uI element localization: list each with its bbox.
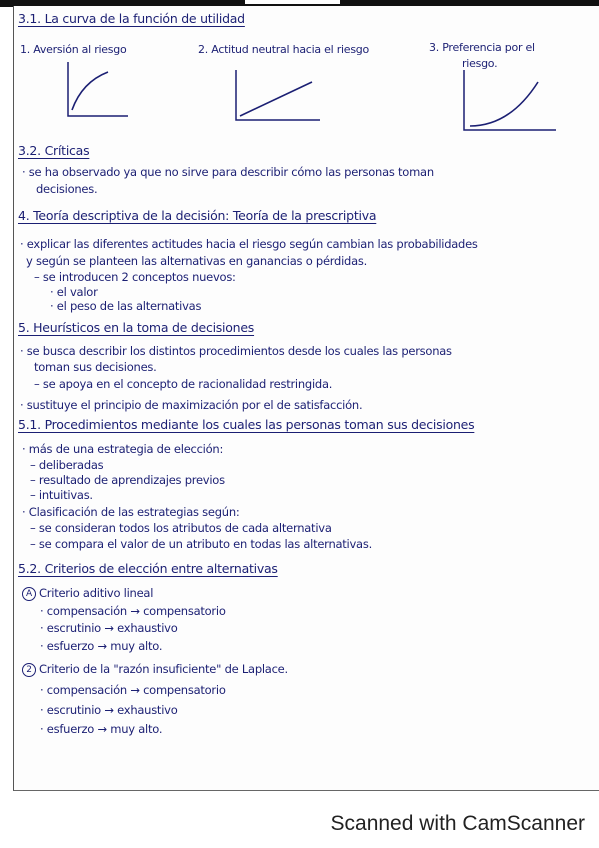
s51-line-1: · más de una estrategia de elección: (22, 442, 224, 456)
criterion-1-title (22, 586, 153, 601)
criterion-1-line-3: · esfuerzo → muy alto. (40, 639, 163, 653)
top-band-gap (245, 0, 340, 4)
criterion-1-number: A (22, 587, 36, 601)
criterion-2-line-3: · esfuerzo → muy alto. (40, 722, 163, 736)
criterion-1-title-text: Criterio aditivo lineal (39, 586, 154, 600)
heading-5-1: 5.1. Procedimientos mediante los cuales las personas toman sus decisiones (18, 417, 475, 432)
concave-utility-graph (62, 60, 132, 122)
s5-line-1: · se busca describir los distintos procedimientos desde los cuales las personas (20, 344, 452, 358)
criterion-1-line-2: · escrutinio → exhaustivo (40, 621, 178, 635)
convex-utility-graph (460, 68, 560, 136)
criticas-line-2: decisiones. (36, 182, 98, 196)
graph-label-preference: 3. Preferencia por el (429, 41, 535, 54)
s4-line-1: · explicar las diferentes actitudes hacia el riesgo según cambian las probabilidades (20, 237, 478, 251)
criterion-2-title (22, 662, 288, 677)
criterion-2-line-1: · compensación → compensatorio (40, 683, 226, 697)
s51-line-5: · Clasificación de las estrategias según: (22, 505, 240, 519)
s5-line-3: – se apoya en el concepto de racionalidad restringida. (34, 377, 333, 391)
graph-label-neutral: 2. Actitud neutral hacia el riesgo (198, 43, 370, 56)
scanner-watermark-caption: Scanned with CamScanner (330, 812, 585, 835)
criterion-2-title-text: Criterio de la "razón insuficiente" de Laplace. (39, 662, 288, 676)
criterion-2-line-2: · escrutinio → exhaustivo (40, 703, 178, 717)
s51-line-4: – intuitivas. (30, 488, 93, 502)
s5-line-2: toman sus decisiones. (34, 360, 157, 374)
s51-line-7: – se compara el valor de un atributo en todas las alternativas. (30, 537, 372, 551)
s51-line-2: – deliberadas (30, 458, 104, 472)
heading-5-2: 5.2. Criterios de elección entre alternativas (18, 561, 278, 576)
heading-3-1: 3.1. La curva de la función de utilidad (18, 11, 245, 26)
heading-3-2: 3.2. Críticas (18, 143, 90, 158)
s51-line-3: – resultado de aprendizajes previos (30, 473, 225, 487)
s51-line-6: – se consideran todos los atributos de cada alternativa (30, 521, 332, 535)
criticas-line-1: · se ha observado ya que no sirve para describir cómo las personas toman (22, 165, 434, 179)
s4-line-4: · el valor (50, 285, 98, 299)
graph-label-aversion: 1. Aversión al riesgo (20, 43, 127, 56)
s4-line-3: – se introducen 2 conceptos nuevos: (34, 270, 236, 284)
s4-line-5: · el peso de las alternativas (50, 299, 202, 313)
s4-line-2: y según se planteen las alternativas en ganancias o pérdidas. (26, 254, 368, 268)
linear-utility-graph (228, 68, 324, 126)
criterion-1-line-1: · compensación → compensatorio (40, 604, 226, 618)
criterion-2-number: 2 (22, 663, 36, 677)
graph-label-preference-cont: riesgo. (462, 57, 498, 70)
s5-line-4: · sustituye el principio de maximización por el de satisfacción. (20, 398, 363, 412)
heading-4: 4. Teoría descriptiva de la decisión: Teoría de la prescriptiva (18, 208, 377, 223)
heading-5: 5. Heurísticos en la toma de decisiones (18, 320, 255, 335)
